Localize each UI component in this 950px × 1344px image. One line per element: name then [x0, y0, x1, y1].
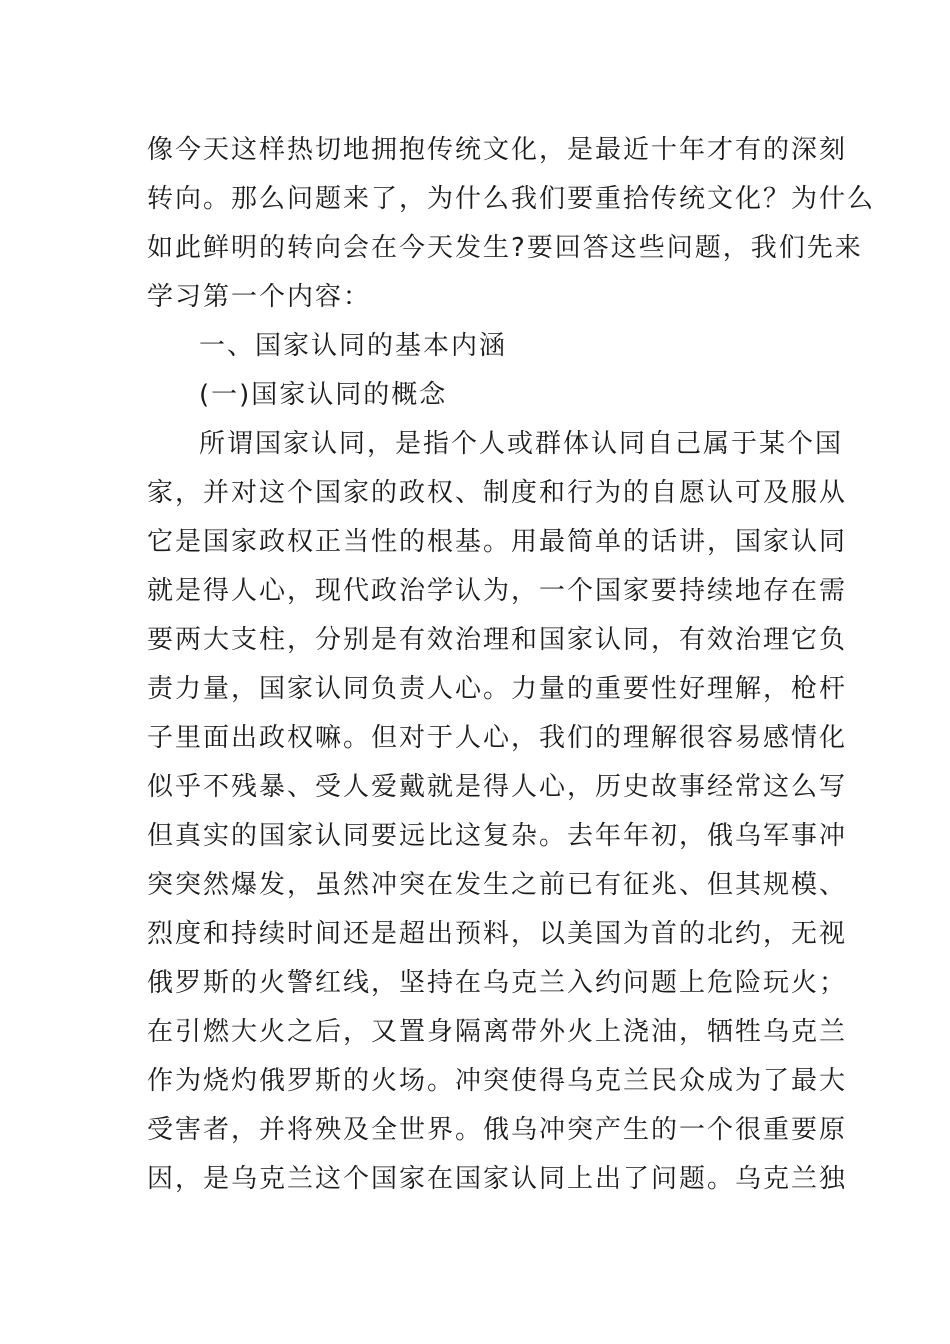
subsection-heading: (一)国家认同的概念 — [199, 380, 448, 410]
paragraph-line: 受害者，并将殃及全世界。俄乌冲突产生的一个很重要原 — [147, 1115, 848, 1145]
section-heading: 一、国家认同的基本内涵 — [199, 331, 508, 361]
paragraph-line: 如此鲜明的转向会在今天发生?要回答这些问题，我们先来 — [147, 233, 863, 263]
paragraph-line: 作为烧灼俄罗斯的火场。冲突使得乌克兰民众成为了最大 — [147, 1066, 848, 1096]
paragraph-line: 似乎不残暴、受人爱戴就是得人心，历史故事经常这么写 — [147, 772, 848, 802]
paragraph-line: 所谓国家认同，是指个人或群体认同自己属于某个国 — [199, 429, 844, 459]
paragraph-line: 像今天这样热切地拥抱传统文化，是最近十年才有的深刻 — [147, 135, 848, 165]
paragraph-line: 子里面出政权嘛。但对于人心，我们的理解很容易感情化 — [147, 723, 848, 753]
paragraph-line: 要两大支柱，分别是有效治理和国家认同，有效治理它负 — [147, 625, 848, 655]
paragraph-line: 就是得人心，现代政治学认为，一个国家要持续地存在需 — [147, 576, 848, 606]
paragraph-line: 但真实的国家认同要远比这复杂。去年年初，俄乌军事冲 — [147, 821, 848, 851]
paragraph-line: 它是国家政权正当性的根基。用最简单的话讲，国家认同 — [147, 527, 848, 557]
paragraph-line: 转向。那么问题来了，为什么我们要重拾传统文化？为什么 — [147, 184, 876, 214]
paragraph-line: 学习第一个内容： — [147, 282, 372, 312]
document-body — [147, 126, 876, 1204]
paragraph-line: 在引燃大火之后，又置身隔离带外火上浇油，牺牲乌克兰 — [147, 1017, 848, 1047]
paragraph-line: 家，并对这个国家的政权、制度和行为的自愿认可及服从 — [147, 478, 848, 508]
paragraph-line: 俄罗斯的火警红线，坚持在乌克兰入约问题上危险玩火； — [147, 968, 848, 998]
paragraph-line: 责力量，国家认同负责人心。力量的重要性好理解，枪杆 — [147, 674, 848, 704]
paragraph-line: 突突然爆发，虽然冲突在发生之前已有征兆、但其规模、 — [147, 870, 848, 900]
paragraph-line: 因，是乌克兰这个国家在国家认同上出了问题。乌克兰独 — [147, 1164, 848, 1194]
paragraph-line: 烈度和持续时间还是超出预料，以美国为首的北约，无视 — [147, 919, 848, 949]
